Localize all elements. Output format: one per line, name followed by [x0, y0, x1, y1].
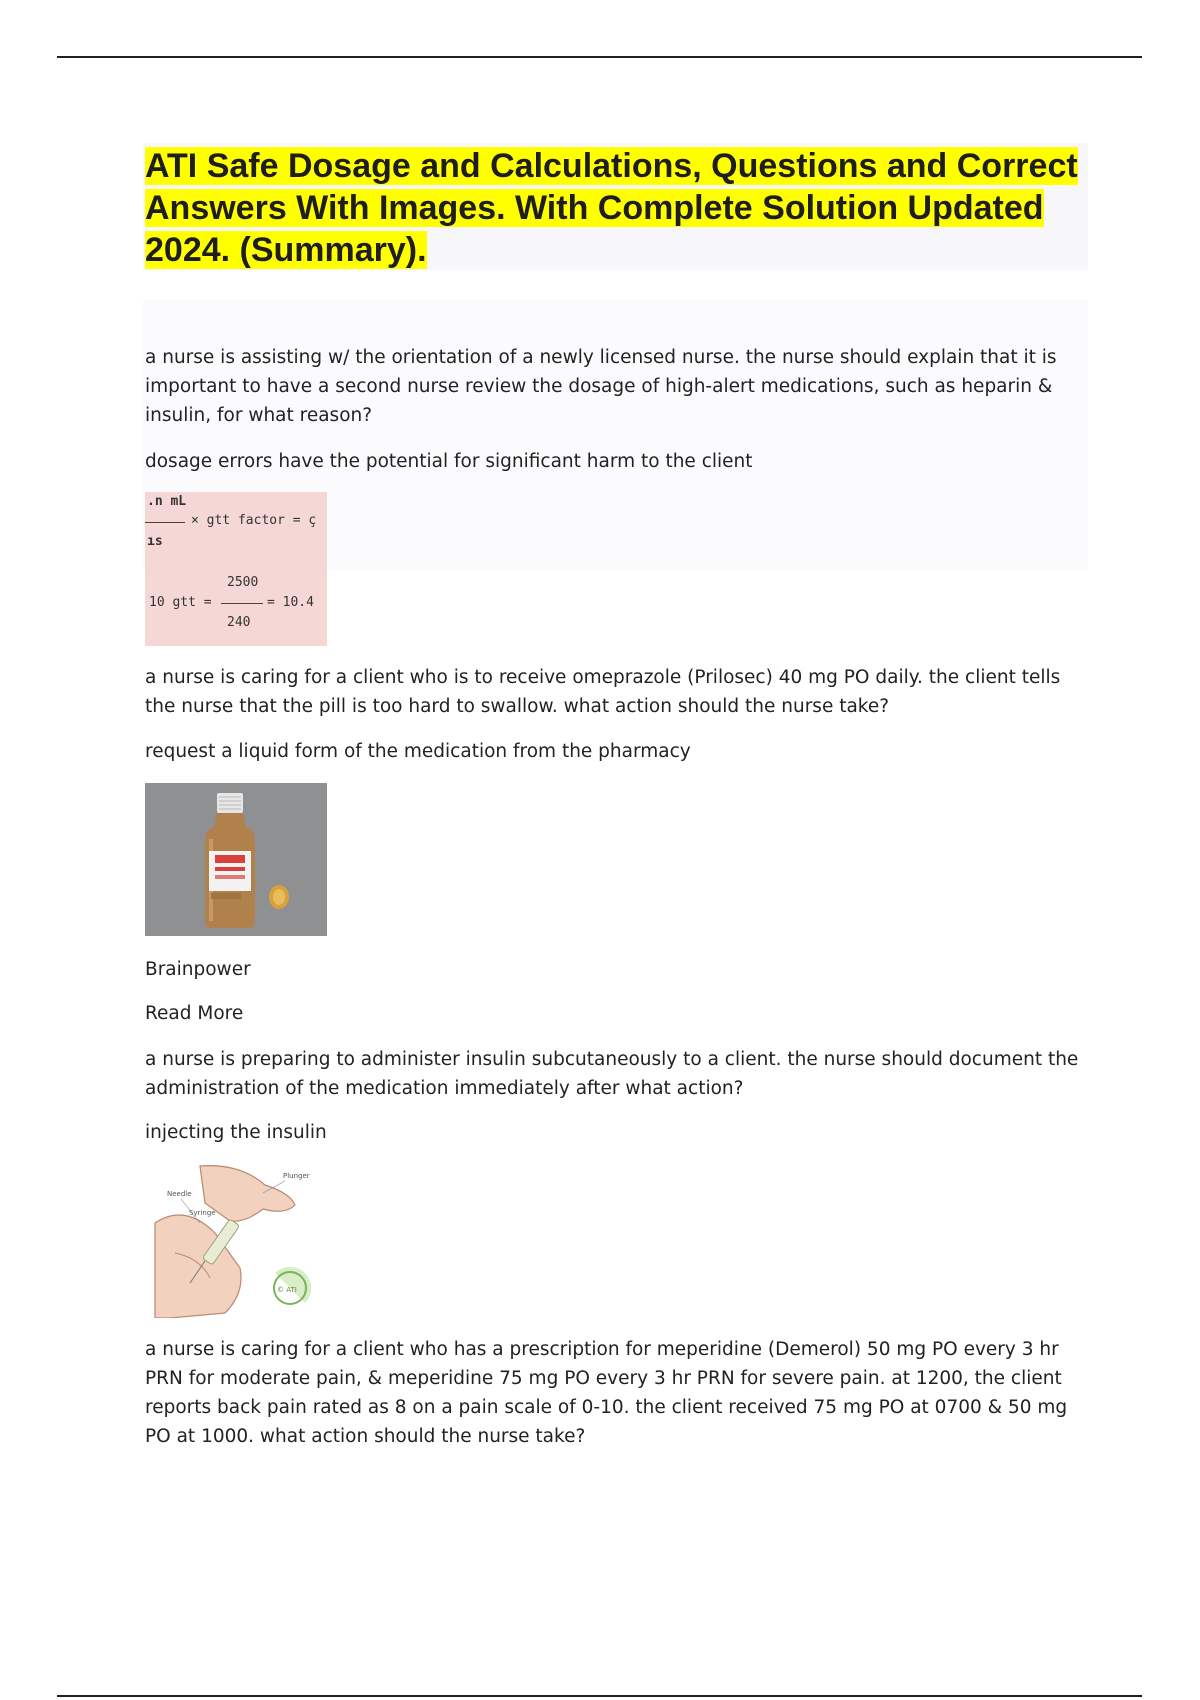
question-2: a nurse is caring for a client who is to receive omeprazole (Prilosec) 40 mg PO daily. the client tells the nurse that the pill is too hard to swallow. what action should the nurse take? [145, 667, 1061, 717]
image-badge: © ATI [277, 1286, 297, 1294]
formula-line-1: .n mL [147, 494, 187, 509]
brainpower-link[interactable]: Brainpower [145, 959, 251, 980]
answer-3: injecting the insulin [145, 1122, 327, 1143]
answer-2: request a liquid form of the medication from the pharmacy [145, 741, 691, 762]
label-syringe: Syringe [189, 1209, 216, 1217]
answer-1: dosage errors have the potential for significant harm to the client [145, 451, 753, 472]
formula-fraction-bar-1 [145, 522, 185, 523]
question-1: a nurse is assisting w/ the orientation of a newly licensed nurse. the nurse should explain that it is important to have a second nurse review the dosage of high-alert medications, such as heparin & insulin, for what reason? [145, 347, 1057, 426]
question-4: a nurse is caring for a client who has a prescription for meperidine (Demerol) 50 mg PO every 3 hr PRN for moderate pain, & meperidine 75 mg PO every 3 hr PRN for severe pain. at 1200, the client reports back pain rated as 8 on a pain scale of 0-10. the client received 75 mg PO at 0700 & 50 mg PO at 1000. what action should the nurse take? [145, 1339, 1068, 1447]
formula-result-right: = 10.4 [267, 595, 314, 610]
formula-fraction-bar-2 [221, 603, 263, 604]
read-more-link[interactable]: Read More [145, 1003, 244, 1024]
question-3: a nurse is preparing to administer insulin subcutaneously to a client. the nurse should document the administration of the medication immediately after what action? [145, 1049, 1079, 1099]
injection-illustration [145, 1163, 327, 1318]
label-needle: Needle [167, 1190, 192, 1198]
title-highlight: ATI Safe Dosage and Calculations, Questions and Correct Answers With Images. With Complete Solution Updated 2024. (Summary). [145, 147, 1078, 269]
formula-line-3: ıs [147, 534, 163, 549]
formula-result-left: 10 gtt = [149, 595, 212, 610]
insulin-injection-image [145, 1163, 327, 1318]
formula-numerator: 2500 [227, 575, 259, 590]
bottle-illustration [145, 783, 327, 936]
document-title [145, 145, 1085, 271]
formula-line-2: × gtt factor = ç [191, 513, 317, 528]
footer-rule [57, 1695, 1142, 1697]
formula-denominator: 240 [227, 615, 251, 630]
label-plunger: Plunger [283, 1172, 310, 1180]
formula-image [145, 492, 327, 646]
header-rule [57, 56, 1142, 58]
liquid-medication-bottle-image [145, 783, 327, 936]
